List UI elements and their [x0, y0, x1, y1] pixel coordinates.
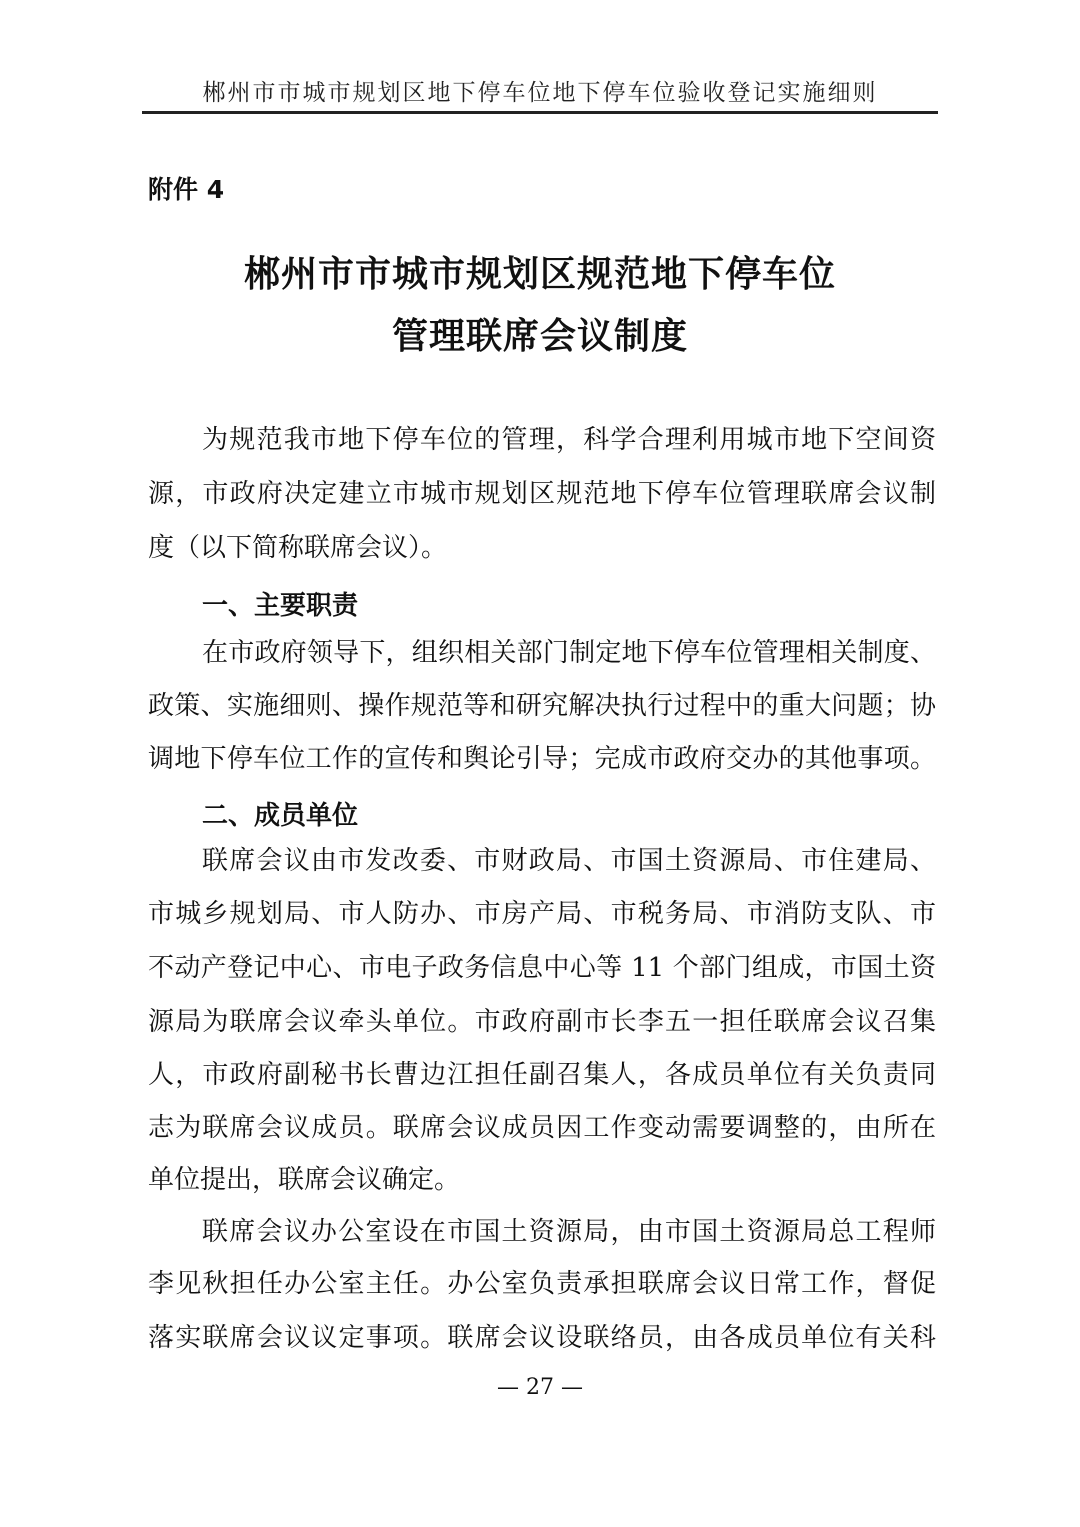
title-line-1: 郴州市市城市规划区规范地下停车位	[243, 253, 836, 295]
section2b-line: 李见秋担任办公室主任。办公室负责承担联席会议日常工作，督促	[148, 1269, 936, 1299]
section1-line: 政策、实施细则、操作规范等和研究解决执行过程中的重大问题；协	[148, 691, 936, 721]
section2b-line: 联席会议办公室设在市国土资源局，由市国土资源局总工程师	[202, 1217, 936, 1247]
intro-line: 度（以下简称联席会议）。	[148, 533, 448, 563]
section1-line: 调地下停车位工作的宣传和舆论引导；完成市政府交办的其他事项。	[148, 744, 936, 774]
attachment-label: 附件 4	[148, 175, 225, 204]
header-rule	[142, 111, 938, 114]
section2b-line: 落实联席会议议定事项。联席会议设联络员，由各成员单位有关科	[148, 1323, 936, 1353]
section2-line: 志为联席会议成员。联席会议成员因工作变动需要调整的，由所在	[148, 1113, 936, 1143]
intro-line: 为规范我市地下停车位的管理，科学合理利用城市地下空间资	[202, 425, 936, 455]
title-line-2: 管理联席会议制度	[391, 315, 688, 357]
section2-line: 市城乡规划局、市人防办、市房产局、市税务局、市消防支队、市	[148, 899, 936, 929]
section2-line: 联席会议由市发改委、市财政局、市国土资源局、市住建局、	[202, 846, 936, 876]
section2-line: 单位提出，联席会议确定。	[148, 1165, 461, 1195]
page-number: — 27 —	[497, 1375, 583, 1400]
section1-line: 在市政府领导下，组织相关部门制定地下停车位管理相关制度、	[202, 638, 936, 668]
running-header: 郴州市市城市规划区地下停车位地下停车位验收登记实施细则	[202, 80, 878, 106]
section1-heading: 一、主要职责	[202, 591, 359, 621]
intro-line: 源，市政府决定建立市城市规划区规范地下停车位管理联席会议制	[148, 479, 936, 509]
section2-line: 源局为联席会议牵头单位。市政府副市长李五一担任联席会议召集	[148, 1007, 936, 1037]
section2-line: 人，市政府副秘书长曹边江担任副召集人，各成员单位有关负责同	[148, 1060, 936, 1090]
section2-heading: 二、成员单位	[202, 801, 359, 831]
section2-line: 不动产登记中心、市电子政务信息中心等 11 个部门组成，市国土资	[148, 953, 936, 983]
